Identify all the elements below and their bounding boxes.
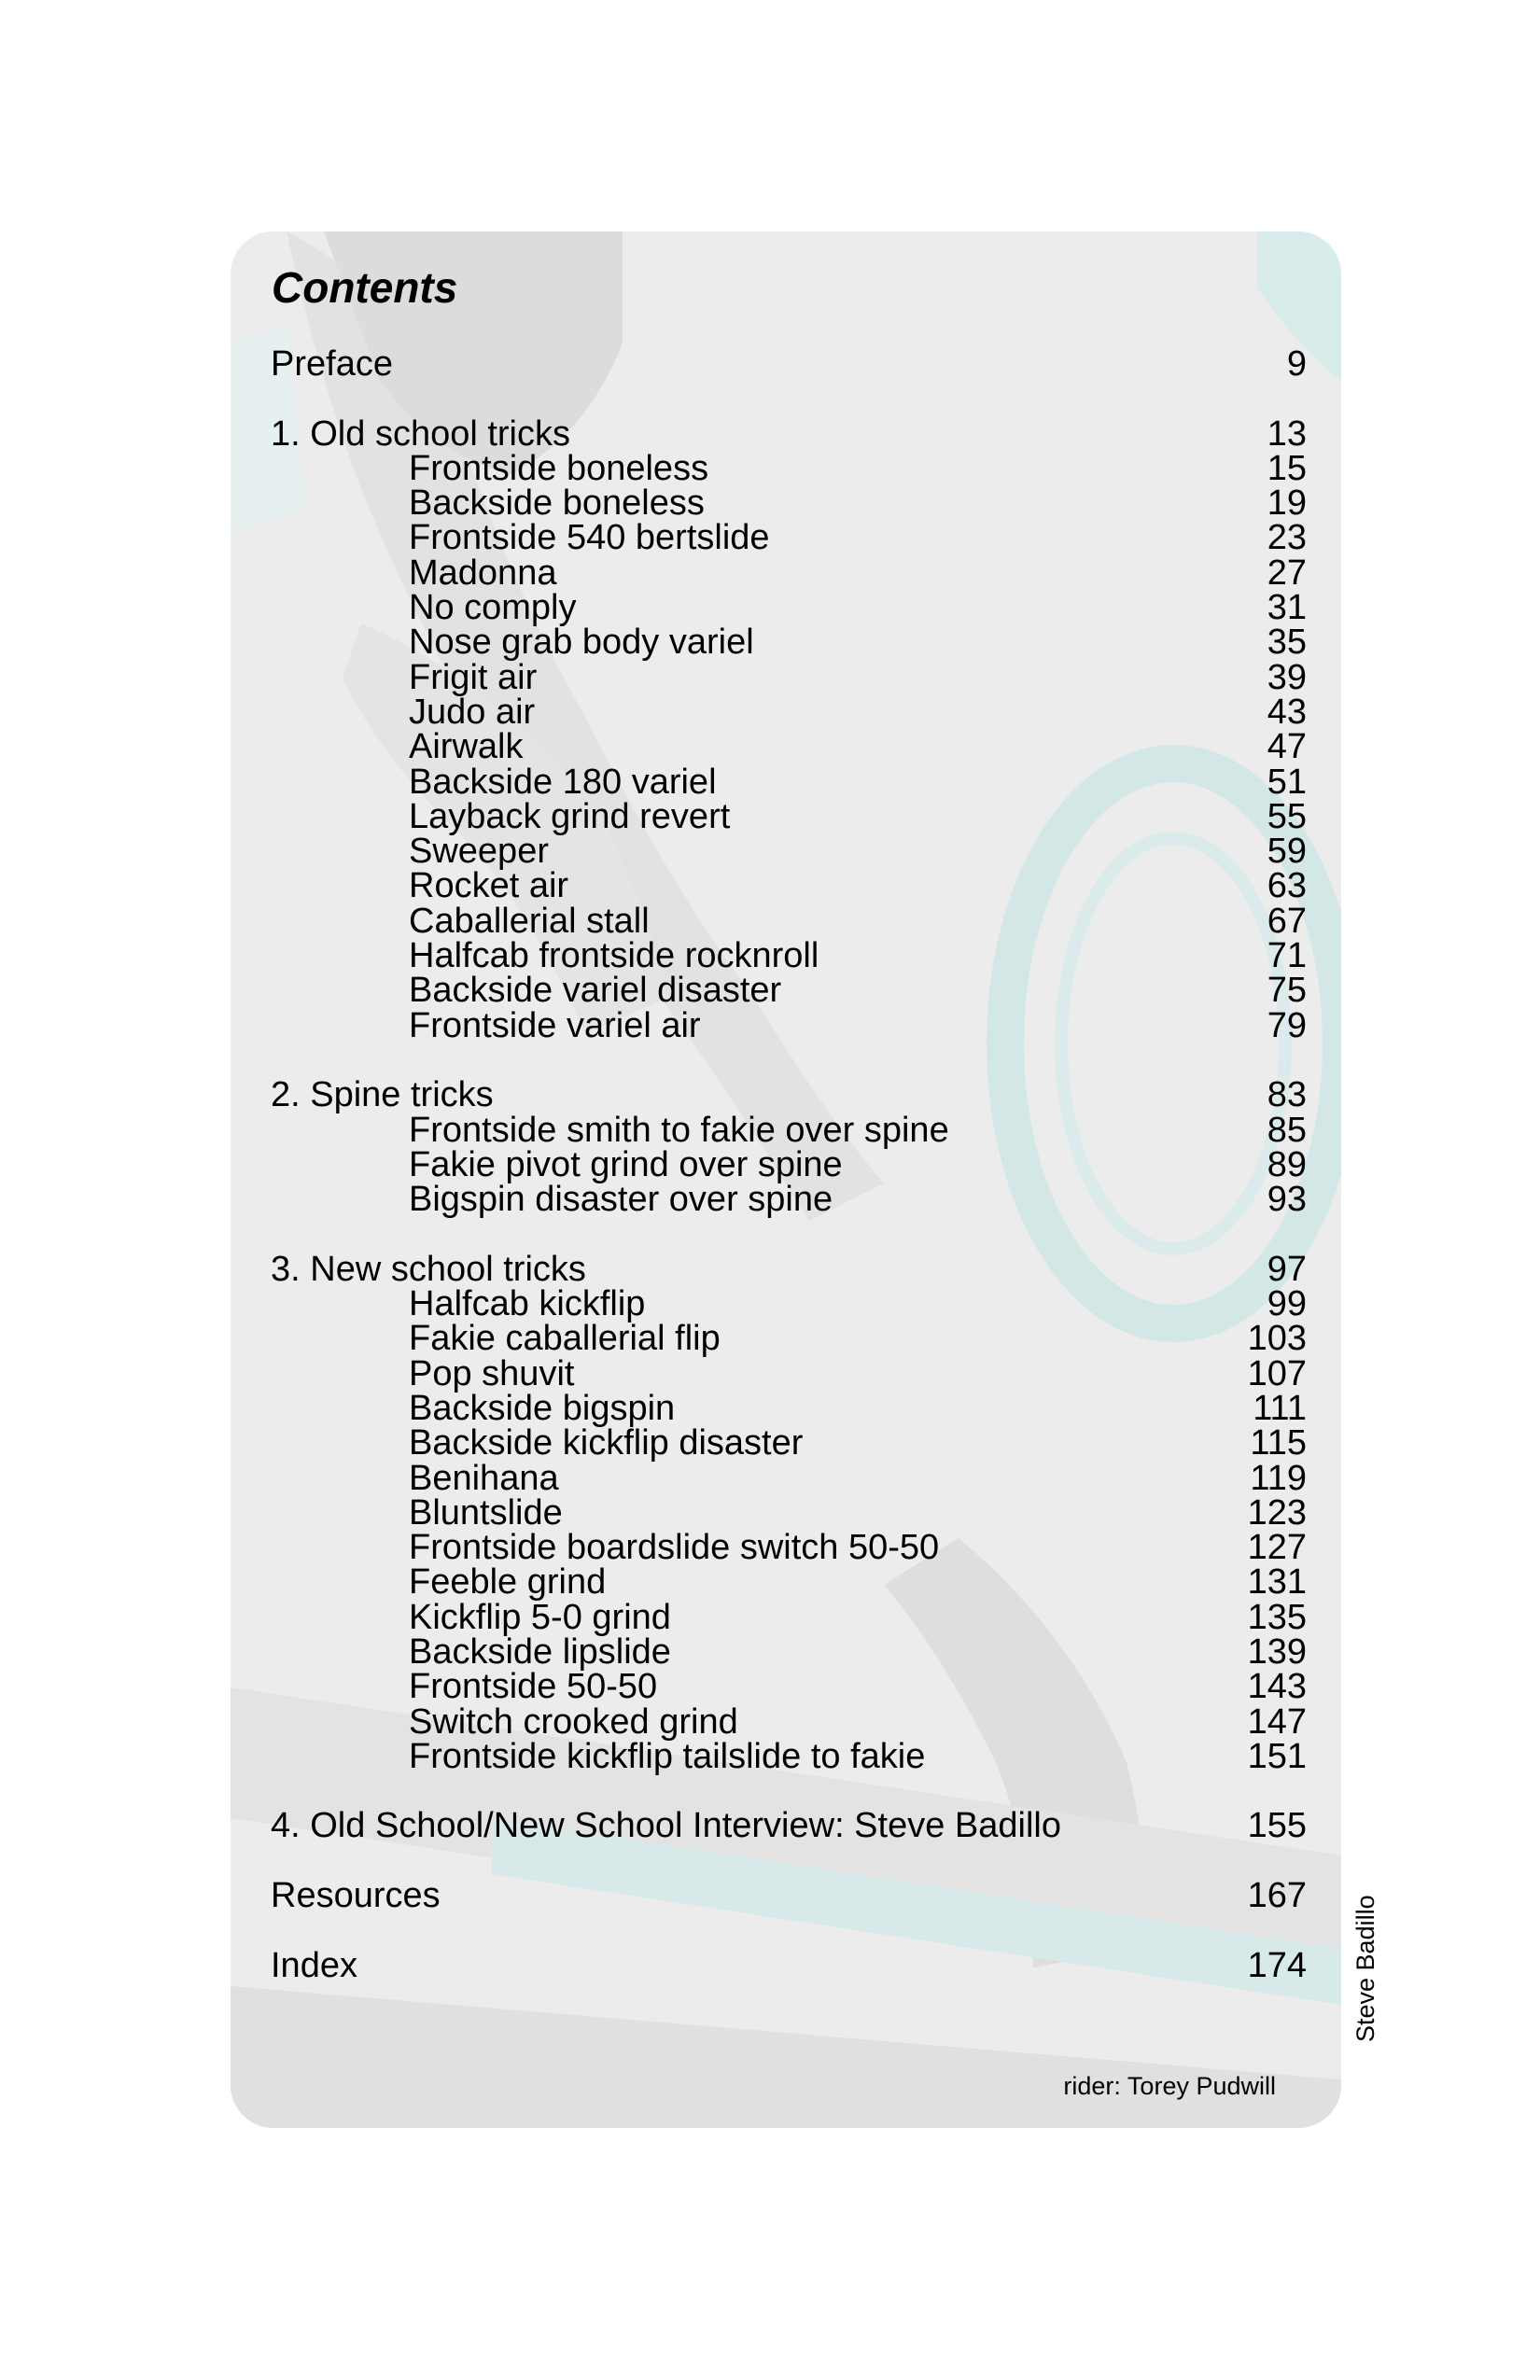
toc-item-page: 31 (1267, 588, 1307, 628)
toc-item-label: Frontside variel air (409, 1005, 701, 1045)
toc-item (271, 1353, 1307, 1393)
toc-item (271, 1528, 1307, 1568)
toc-item-label: Bigspin disaster over spine (409, 1180, 833, 1220)
toc-item-label: Backside 180 variel (409, 762, 717, 802)
toc-item-page: 19 (1267, 483, 1307, 524)
toc-entry-resources (271, 1876, 1307, 1916)
toc-item-label: Kickflip 5-0 grind (409, 1597, 671, 1637)
toc-item (271, 553, 1307, 593)
toc-item-page: 71 (1267, 936, 1307, 976)
toc-item (271, 1110, 1307, 1150)
toc-item-page: 35 (1267, 623, 1307, 663)
toc-item (271, 1492, 1307, 1533)
chapter-page: 83 (1267, 1075, 1307, 1115)
toc-item-page: 103 (1247, 1319, 1307, 1359)
toc-item-page: 51 (1267, 762, 1307, 802)
chapter-page: 13 (1267, 413, 1307, 454)
toc-entry-label: Preface (271, 344, 393, 384)
chapter-label: 4. Old School/New School Interview: Steve Badillo (271, 1806, 1061, 1846)
toc-item (271, 657, 1307, 697)
toc-item-page: 15 (1267, 448, 1307, 488)
toc-item-page: 143 (1247, 1667, 1307, 1707)
page-title: Contents (272, 263, 458, 312)
toc-item-label: Frontside smith to fakie over spine (409, 1110, 949, 1150)
toc-item (271, 483, 1307, 524)
toc-item-page: 127 (1247, 1528, 1307, 1568)
toc-item-label: Sweeper (409, 832, 549, 872)
toc-item (271, 1284, 1307, 1324)
toc-item (271, 1423, 1307, 1463)
chapter-label: 2. Spine tricks (271, 1075, 494, 1115)
toc-item (271, 1631, 1307, 1672)
toc-item-label: Frontside kickflip tailslide to fakie (409, 1736, 926, 1776)
toc-item (271, 1701, 1307, 1742)
toc-item-label: Caballerial stall (409, 901, 650, 941)
toc-item-label: Switch crooked grind (409, 1701, 738, 1742)
toc-item-page: 67 (1267, 901, 1307, 941)
rider-credit: rider: Torey Pudwill (1063, 2072, 1276, 2100)
toc-item-page: 63 (1267, 866, 1307, 906)
toc-item-label: Halfcab kickflip (409, 1284, 646, 1324)
toc-item-label: Feeble grind (409, 1562, 607, 1603)
toc-item-label: Frontside boneless (409, 448, 709, 488)
toc-item-page: 89 (1267, 1144, 1307, 1184)
chapter-label: 1. Old school tricks (271, 413, 570, 454)
toc-item-label: Rocket air (409, 866, 569, 906)
toc-entry-page: 9 (1286, 344, 1307, 384)
toc-chapter-3 (271, 1249, 1307, 1289)
toc-item (271, 971, 1307, 1011)
toc-item (271, 762, 1307, 802)
toc-item (271, 1667, 1307, 1707)
toc-item-label: Fakie pivot grind over spine (409, 1144, 843, 1184)
toc-item-label: Backside variel disaster (409, 971, 782, 1011)
toc-item-page: 85 (1267, 1110, 1307, 1150)
toc-item-page: 47 (1267, 727, 1307, 767)
toc-item-label: Frontside boardslide switch 50-50 (409, 1528, 940, 1568)
toc-item-page: 151 (1247, 1736, 1307, 1776)
photographer-credit: Steve Badillo (1351, 1895, 1379, 2042)
toc-item-label: Backside bigspin (409, 1388, 676, 1428)
toc-entry-page: 167 (1247, 1876, 1307, 1916)
chapter-page: 155 (1247, 1806, 1307, 1846)
toc-item-label: Frontside 50-50 (409, 1667, 658, 1707)
toc-item (271, 1736, 1307, 1776)
toc-item (271, 727, 1307, 767)
toc-entry-page: 174 (1247, 1945, 1307, 1985)
toc-item-label: Frigit air (409, 657, 538, 697)
chapter-page: 97 (1267, 1249, 1307, 1289)
toc-item-page: 99 (1267, 1284, 1307, 1324)
toc-item-label: Frontside 540 bertslide (409, 518, 770, 558)
toc-item-page: 93 (1267, 1180, 1307, 1220)
toc-item-label: Judo air (409, 692, 536, 732)
toc-item-label: Halfcab frontside rocknroll (409, 936, 819, 976)
toc-item-label: Madonna (409, 553, 557, 593)
toc-item (271, 1562, 1307, 1603)
toc-entry-label: Resources (271, 1876, 441, 1916)
toc-chapter-4 (271, 1806, 1307, 1846)
toc-item (271, 623, 1307, 663)
toc-item-page: 55 (1267, 796, 1307, 836)
toc-item-label: Nose grab body variel (409, 623, 754, 663)
chapter-label: 3. New school tricks (271, 1249, 586, 1289)
toc-item-page: 107 (1247, 1353, 1307, 1393)
toc-item (271, 832, 1307, 872)
toc-item-label: Backside lipslide (409, 1631, 671, 1672)
toc-item (271, 1005, 1307, 1045)
toc-chapter-1 (271, 413, 1307, 454)
toc-item-page: 59 (1267, 832, 1307, 872)
toc-item-page: 139 (1247, 1631, 1307, 1672)
toc-item (271, 692, 1307, 732)
toc-item (271, 796, 1307, 836)
toc-entry-preface (271, 344, 1307, 384)
toc-chapter-2 (271, 1075, 1307, 1115)
toc-item (271, 1597, 1307, 1637)
toc-item-label: Fakie caballerial flip (409, 1319, 721, 1359)
toc-item-page: 135 (1247, 1597, 1307, 1637)
toc-item-label: No comply (409, 588, 577, 628)
toc-entry-label: Index (271, 1945, 357, 1985)
toc-item-page: 111 (1253, 1388, 1307, 1428)
toc-item-page: 23 (1267, 518, 1307, 558)
toc-item-label: Layback grind revert (409, 796, 731, 836)
toc-item (271, 866, 1307, 906)
toc-item (271, 936, 1307, 976)
toc-item-label: Pop shuvit (409, 1353, 575, 1393)
toc-item-label: Backside kickflip disaster (409, 1423, 804, 1463)
toc-entry-index (271, 1945, 1307, 1985)
toc-item (271, 1144, 1307, 1184)
toc-item-page: 75 (1267, 971, 1307, 1011)
toc-item-label: Backside boneless (409, 483, 705, 524)
toc-item (271, 1458, 1307, 1498)
toc-item-page: 119 (1250, 1458, 1307, 1498)
toc-item (271, 448, 1307, 488)
toc-item (271, 588, 1307, 628)
toc-item (271, 1388, 1307, 1428)
table-of-contents (271, 344, 1307, 1985)
toc-item-page: 115 (1250, 1423, 1307, 1463)
toc-item (271, 1180, 1307, 1220)
toc-item-page: 27 (1267, 553, 1307, 593)
toc-item-page: 43 (1267, 692, 1307, 732)
toc-item-label: Benihana (409, 1458, 559, 1498)
toc-item (271, 1319, 1307, 1359)
toc-item (271, 901, 1307, 941)
toc-item (271, 518, 1307, 558)
toc-item-label: Bluntslide (409, 1492, 563, 1533)
toc-item-page: 39 (1267, 657, 1307, 697)
toc-item-page: 123 (1247, 1492, 1307, 1533)
toc-item-label: Airwalk (409, 727, 524, 767)
toc-item-page: 131 (1247, 1562, 1307, 1603)
toc-item-page: 79 (1267, 1005, 1307, 1045)
toc-item-page: 147 (1247, 1701, 1307, 1742)
